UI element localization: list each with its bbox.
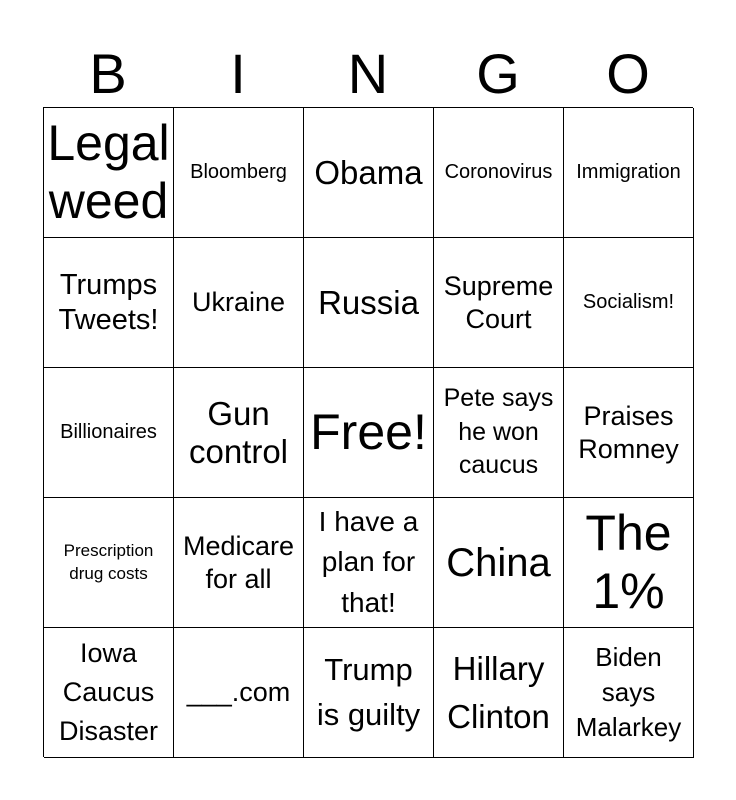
bingo-cell: Supreme Court (434, 238, 564, 368)
bingo-cell: Coronovirus (434, 108, 564, 238)
free-space: Free! (304, 368, 434, 498)
bingo-cell: Russia (304, 238, 434, 368)
bingo-cell: Biden says Malarkey (564, 628, 694, 758)
bingo-cell: Pete says he won caucus (434, 368, 564, 498)
bingo-cell: Obama (304, 108, 434, 238)
bingo-cell: Trump is guilty (304, 628, 434, 758)
bingo-cell: Socialism! (564, 238, 694, 368)
bingo-cell: I have a plan for that! (304, 498, 434, 628)
bingo-cell: Prescription drug costs (44, 498, 174, 628)
header-letter-i: I (230, 42, 246, 105)
bingo-cell: The 1% (564, 498, 694, 628)
header-letter-o: O (606, 42, 650, 105)
bingo-cell: Ukraine (174, 238, 304, 368)
header-letter-n: N (347, 42, 389, 105)
bingo-cell: ___.com (174, 628, 304, 758)
bingo-cell: Iowa Caucus Disaster (44, 628, 174, 758)
bingo-cell: Immigration (564, 108, 694, 238)
bingo-cell: Trumps Tweets! (44, 238, 174, 368)
bingo-cell: Medicare for all (174, 498, 304, 628)
bingo-board (43, 107, 693, 757)
bingo-cell: Gun control (174, 368, 304, 498)
bingo-cell: Legal weed (44, 108, 174, 238)
header-letter-b: B (89, 42, 127, 105)
bingo-header (43, 40, 693, 108)
bingo-cell: Hillary Clinton (434, 628, 564, 758)
bingo-cell: Billionaires (44, 368, 174, 498)
header-letter-g: G (476, 42, 520, 105)
bingo-cell: Praises Romney (564, 368, 694, 498)
bingo-cell: Bloomberg (174, 108, 304, 238)
bingo-cell: China (434, 498, 564, 628)
